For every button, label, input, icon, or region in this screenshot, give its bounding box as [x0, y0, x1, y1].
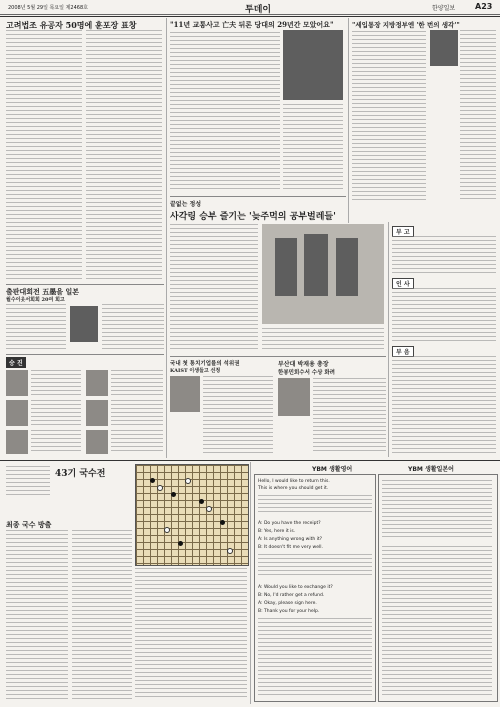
eng-line-4: B: Yes, here it is. — [258, 529, 296, 534]
boxing-headline: 사각링 승부 즐기는 '늦주먹의 공부벌레들' — [170, 212, 336, 222]
center-body-b — [283, 104, 343, 192]
jp-dialogue — [382, 480, 492, 540]
col1-body-a — [6, 30, 82, 280]
promo-text-5 — [111, 400, 163, 426]
go-stone-white — [227, 548, 233, 554]
person-photo — [70, 306, 98, 342]
ybm-japanese-title: YBM 생활일본어 — [408, 466, 454, 473]
col1-body-b — [86, 30, 162, 280]
elder-portrait — [283, 30, 343, 100]
center-body — [170, 32, 280, 192]
promo-text-3 — [31, 430, 81, 454]
col-divider-2 — [348, 18, 349, 223]
kaist-headline: 국내 첫 통치기업를의 석위권 — [170, 361, 240, 367]
jp-notes — [382, 546, 492, 696]
ybm-english-title: YBM 생활영어 — [312, 466, 353, 473]
right-top-body-b — [460, 30, 496, 200]
eng-line-10: B: Thank you for your help. — [258, 609, 320, 614]
bottom-rule — [0, 460, 500, 461]
go-stone-black — [220, 520, 225, 525]
boxer-figure-1 — [275, 238, 297, 296]
publication-name: 한양일보 — [432, 5, 456, 12]
left-mid-headline: 출판대회전 五墨을 일본 — [6, 287, 79, 296]
eng-notes — [258, 554, 372, 578]
header-rule — [0, 16, 500, 17]
eng-line-6: B: It doesn't fit me very well. — [258, 545, 323, 550]
go-stone-black — [171, 492, 176, 497]
promo-text-1 — [31, 370, 81, 396]
promotion-label: 승 진 — [6, 357, 26, 368]
death-notice-body — [392, 356, 496, 454]
portrait-2 — [6, 400, 28, 426]
go-commentary — [135, 568, 247, 700]
center-headline: "11년 교통사고 亡夫 뒤론 당대의 29년간 모았어요" — [170, 20, 334, 29]
promo-text-4 — [111, 370, 163, 396]
eng-line-7: A: Would you like to exchange it? — [258, 585, 333, 590]
go-body-b — [72, 530, 132, 700]
feature-tag: 끝없는 정성 — [170, 201, 202, 208]
kaist-subhead: KAIST 이생들고 선정 — [170, 368, 221, 374]
rule — [6, 284, 164, 285]
kaist-photo — [170, 376, 200, 412]
eng-line-3: A: Do you have the receipt? — [258, 521, 321, 526]
boxer-figure-2 — [304, 234, 328, 296]
go-info — [6, 466, 50, 498]
pnu-headline: 부산대 박재용 총장 — [278, 361, 329, 368]
pnu-subhead: 한봉민회수서 수상 화려 — [278, 370, 335, 376]
right-top-body — [352, 31, 426, 201]
president-photo — [278, 378, 310, 416]
col-divider-4 — [250, 462, 251, 704]
left-mid-subhead: 월수이웃서회회 20여 회고 — [6, 297, 65, 303]
eng-line-8: B: No, I'd rather get a refund. — [258, 593, 325, 598]
right-top-headline: "세입통장 지방정부엔 '한 번의 생각'" — [352, 21, 460, 29]
eng-line-9: A: Okay, please sign here. — [258, 601, 317, 606]
obituary-label: 부 고 — [392, 226, 414, 237]
eng-explanation — [258, 495, 372, 515]
eng-line-2: This is where you should get it. — [258, 486, 329, 491]
page-number: A23 — [475, 2, 493, 11]
portrait-6 — [86, 430, 108, 454]
col-divider-3 — [388, 222, 389, 457]
boxer-figure-3 — [336, 238, 358, 296]
kaist-body — [203, 376, 273, 454]
go-title: 43기 국수전 — [55, 469, 106, 479]
portrait-5 — [86, 400, 108, 426]
go-stone-white — [185, 478, 191, 484]
eng-line-1: Hello, I would like to return this. — [258, 479, 330, 484]
page-header — [0, 0, 500, 15]
left-mid-body — [6, 304, 66, 350]
go-body-a — [6, 530, 68, 700]
section-title: 투데이 — [245, 5, 272, 15]
portrait-4 — [86, 370, 108, 396]
go-stone-black — [150, 478, 155, 483]
rule — [170, 356, 386, 357]
promo-text-2 — [31, 400, 81, 426]
col1-headline: 고려법조 유공자 50명에 훈포장 표창 — [6, 20, 137, 30]
rule — [170, 196, 346, 197]
boxing-body — [170, 224, 258, 352]
col-divider-1 — [166, 18, 167, 458]
go-subtitle: 최종 국수 방출 — [6, 520, 52, 529]
death-notice-label: 부 음 — [392, 346, 414, 357]
date-line: 2008년 5월 29일 목요일 제2468호 — [8, 5, 88, 11]
boxing-caption — [262, 328, 384, 352]
go-stone-black — [178, 541, 183, 546]
eng-line-5: A: Is anything wrong with it? — [258, 537, 323, 542]
portrait-3 — [6, 430, 28, 454]
personnel-label: 인 사 — [392, 278, 414, 289]
rule — [6, 354, 164, 355]
portrait-1 — [6, 370, 28, 396]
obituary-body — [392, 236, 496, 274]
left-mid-body-b — [102, 304, 164, 350]
go-stone-white — [164, 527, 170, 533]
pnu-body — [313, 378, 386, 454]
personnel-body — [392, 288, 496, 342]
columnist-photo — [430, 30, 458, 66]
go-stone-white — [206, 506, 212, 512]
go-stone-black — [199, 499, 204, 504]
go-stone-white — [157, 485, 163, 491]
eng-footer-text — [258, 618, 372, 696]
promo-text-6 — [111, 430, 163, 454]
